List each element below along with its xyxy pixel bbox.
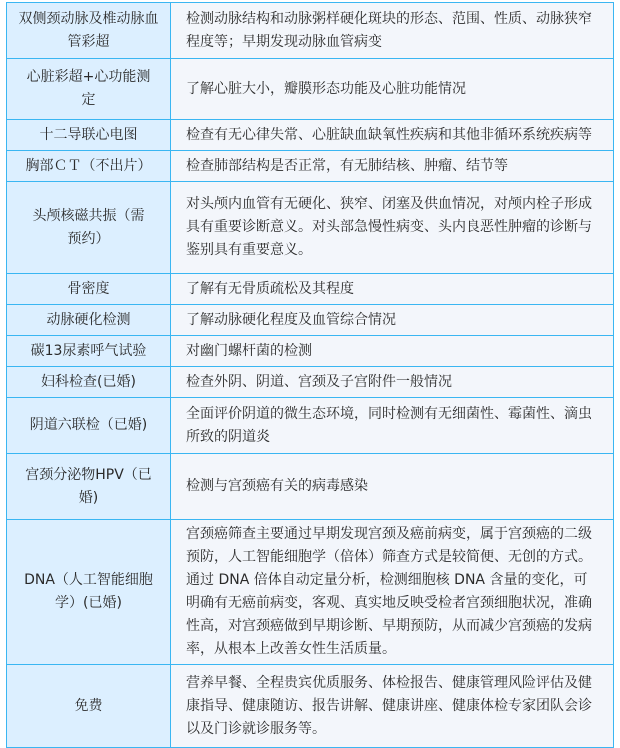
item-name: 胸部ＣＴ（不出片） (7, 151, 171, 182)
item-name: 碳13尿素呼气试验 (7, 336, 171, 367)
item-description: 检查外阴、阴道、宫颈及子宫附件一般情况 (171, 367, 614, 398)
item-description: 检测与宫颈癌有关的病毒感染 (171, 454, 614, 520)
table-row (7, 520, 614, 665)
item-description: 对头颅内血管有无硬化、狭窄、闭塞及供血情况，对颅内栓子形成具有重要诊断意义。对头部急慢性病变、头内良恶性肿瘤的诊断与鉴别具有重要意义。 (171, 182, 614, 274)
item-name: 双侧颈动脉及椎动脉血管彩超 (7, 3, 171, 59)
table-row (7, 59, 614, 120)
item-description: 检测动脉结构和动脉粥样硬化斑块的形态、范围、性质、动脉狭窄程度等；早期发现动脉血管病变 (171, 3, 614, 59)
item-description: 检查肺部结构是否正常，有无肺结核、肿瘤、结节等 (171, 151, 614, 182)
exam-items-table (6, 2, 614, 748)
item-name: 十二导联心电图 (7, 120, 171, 151)
item-name: DNA（人工智能细胞学）(已婚) (7, 520, 171, 665)
table-row (7, 454, 614, 520)
table-row (7, 367, 614, 398)
item-description: 了解动脉硬化程度及血管综合情况 (171, 305, 614, 336)
item-description: 了解心脏大小，瓣膜形态功能及心脏功能情况 (171, 59, 614, 120)
table-row (7, 336, 614, 367)
item-name: 心脏彩超+心功能测定 (7, 59, 171, 120)
table-row (7, 398, 614, 454)
table-row (7, 120, 614, 151)
item-name: 妇科检查(已婚) (7, 367, 171, 398)
table-row (7, 151, 614, 182)
item-description: 营养早餐、全程贵宾优质服务、体检报告、健康管理风险评估及健康指导、健康随访、报告讲解、健康讲座、健康体检专家团队会诊以及门诊就诊服务等。 (171, 665, 614, 748)
item-description: 宫颈癌筛查主要通过早期发现宫颈及癌前病变，属于宫颈癌的二级预防，人工智能细胞学（倍体）筛查方式是较简便、无创的方式。通过 DNA 倍体自动定量分析，检测细胞核 DNA 含量的变化，可明确有无癌前病变，客观、真实地反映受检者宫颈细胞状况，准确性高，对宫颈癌做到早期诊断、早期预防，从而减少宫颈癌的发病率，从根本上改善女性生活质量。 (171, 520, 614, 665)
item-name: 骨密度 (7, 274, 171, 305)
item-name: 宫颈分泌物HPV（已婚) (7, 454, 171, 520)
table-row (7, 274, 614, 305)
table-row (7, 665, 614, 748)
item-name: 头颅核磁共振（需预约） (7, 182, 171, 274)
item-name: 动脉硬化检测 (7, 305, 171, 336)
table-row (7, 305, 614, 336)
table-row (7, 182, 614, 274)
item-description: 对幽门螺杆菌的检测 (171, 336, 614, 367)
item-description: 全面评价阴道的微生态环境，同时检测有无细菌性、霉菌性、滴虫所致的阴道炎 (171, 398, 614, 454)
item-description: 了解有无骨质疏松及其程度 (171, 274, 614, 305)
table-row (7, 3, 614, 59)
item-description: 检查有无心律失常、心脏缺血缺氧性疾病和其他非循环系统疾病等 (171, 120, 614, 151)
item-name: 免费 (7, 665, 171, 748)
item-name: 阴道六联检（已婚) (7, 398, 171, 454)
